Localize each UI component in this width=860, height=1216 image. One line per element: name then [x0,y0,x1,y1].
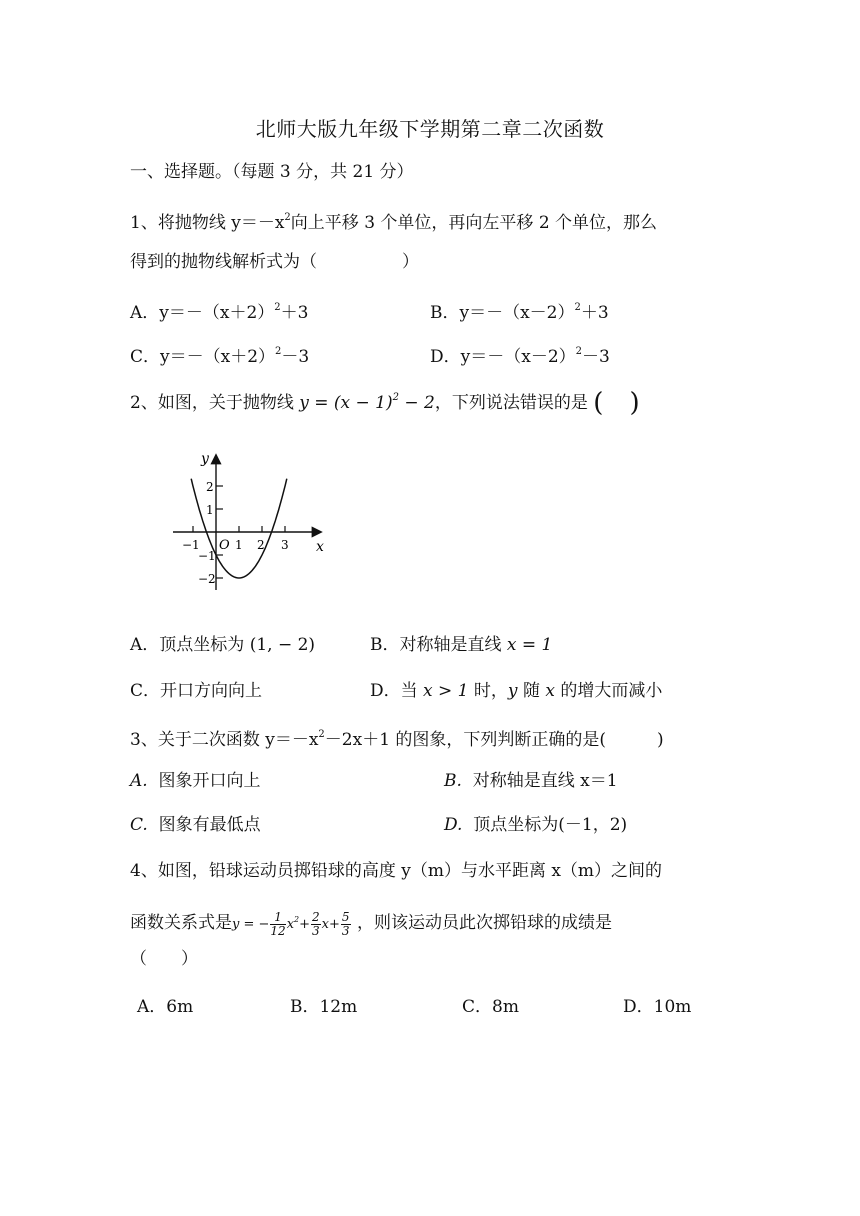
q1-text-tail: 向上平移 3 个单位，再向左平移 2 个单位，那么 [290,213,658,233]
x-tick-label: 3 [281,538,289,552]
q2-option-c: C．开口方向向上 [130,681,263,701]
q1-option-d: D．$y=-(x-2)^2-3$ [430,346,610,367]
q4-answer-paren: （ ） [130,949,198,969]
q2-option-d: D．当 x > 1 时，y 随 x 的增大而减小 [370,681,663,701]
q4-option-a: A．6m [137,997,194,1017]
q4-option-d: D．10m [623,997,692,1017]
q1-line1 [130,206,657,235]
q1-option-a: A．$y=-(x+2)^2+3$ [130,302,309,323]
x-axis-label: x [316,539,324,555]
q4-option-b: B．12m [290,997,358,1017]
q4-line1: 4、如图，铅球运动员掷铅球的高度 y（m）与水平距离 x（m）之间的 [130,861,663,881]
q1-exponent: 2 [284,212,291,223]
q3-option-b: B. 对称轴是直线 x＝1 [444,771,618,791]
y-tick-label: −2 [198,572,216,586]
y-tick-label: 2 [206,480,214,494]
parabola-graph [168,448,333,596]
q2-stem: 2、如图，关于抛物线 $y = (x - 1)^2 - 2$，下列说法错误的是 ( ) [130,388,640,418]
origin-label: O [219,538,230,553]
q4-line2: 函数关系式是y = − $\frac{1}{12}$ $x^2+$ $\frac{2}{3}$ x+ $\frac{5}{3}$ ，则该运动员此次掷铅球的成绩是 [130,910,612,938]
q1-line2: 得到的抛物线解析式为（ ） [130,252,419,272]
section-heading: 一、选择题。（每题 3 分，共 21 分） [130,162,414,182]
y-axis-label: y [201,451,209,467]
q1-text: 1、将抛物线 y＝－x [130,213,285,233]
q3-stem: 3、关于二次函数 $y=-x^2-2x+1$ 的图象，下列判断正确的是( ) [130,729,664,750]
x-tick-label: 2 [257,538,265,552]
document-title: 北师大版九年级下学期第二章二次函数 [255,117,605,141]
x-tick-label: 1 [235,538,243,552]
q3-option-c: C. 图象有最低点 [130,815,261,835]
q4-equation: y = − $\frac{1}{12}$ $x^2+$ $\frac{2}{3}$ x+ $\frac{5}{3}$ [232,910,350,938]
q1-option-c: C．$y=-(x+2)^2-3$ [130,346,310,367]
q2-option-a: A．顶点坐标为 (1, − 2) [130,635,316,655]
q2-option-b: B．对称轴是直线 x = 1 [370,635,553,655]
answer-paren-open: ( [593,388,604,418]
y-tick-label: 1 [206,503,214,517]
x-tick-label: −1 [182,538,200,552]
answer-paren-close: ) [629,388,640,418]
q4-option-c: C．8m [462,997,519,1017]
q3-option-a: A. 图象开口向上 [130,771,261,791]
y-tick-label: −1 [198,549,216,563]
q1-option-b: B．$y=-(x-2)^2+3$ [430,302,609,323]
q3-option-d: D. 顶点坐标为(－1，2) [444,815,628,835]
q2-equation: $y = (x - 1)^2 - 2$ [299,392,435,413]
